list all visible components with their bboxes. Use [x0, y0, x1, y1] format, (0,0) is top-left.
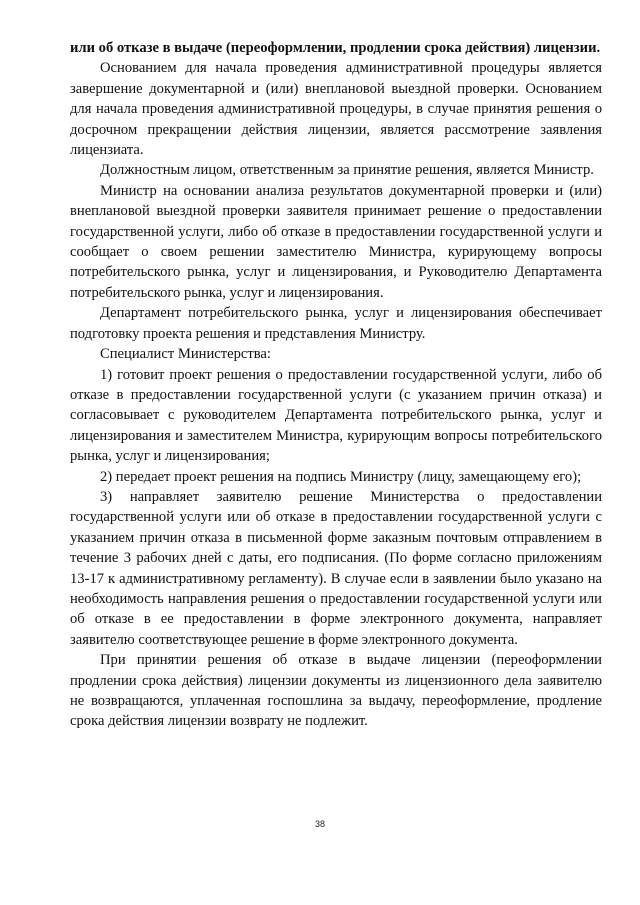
paragraph-minister-decision: Министр на основании анализа результатов документарной проверки и (или) внеплановой выездной проверки заявителя принимает решение о предоставлении государственной услуги, либо об отказе в предоставлении государственной услуги и сообщает о своем решении заместителю Министра, курирующему вопросы потребительского рынка, услуг и лицензирования, и Руководителю Департамента потребительского рынка, услуг и лицензирования.	[70, 182, 602, 301]
paragraph-refusal: При принятии решения об отказе в выдаче лицензии (переоформлении продлении срока действия) лицензии документы из лицензионного дела заявителю не возвращаются, уплаченная госпошлина за выдачу, переоформление, продление срока действия лицензии возврату не подлежит.	[70, 652, 602, 730]
paragraph-specialist: Специалист Министерства:	[100, 346, 271, 363]
list-item-1: 1) готовит проект решения о предоставлении государственной услуги, либо об отказе в предоставлении государственной услуги (с указанием причин отказа) и согласовывает с руководителем Департамента потребительского рынка, услуг и лицензирования и заместителем Министра, курирующим вопросы потребительского рынка, услуг и лицензирования;	[70, 366, 602, 465]
paragraph-department: Департамент потребительского рынка, услуг и лицензирования обеспечивает подготовку проекта решения и представления Министру.	[70, 305, 602, 342]
list-item-2: 2) передает проект решения на подпись Министру (лицу, замещающему его);	[100, 468, 582, 485]
paragraph-responsible-official: Должностным лицом, ответственным за принятие решения, является Министр.	[100, 162, 594, 179]
paragraph-basis: Основанием для начала проведения административной процедуры является завершение документарной и (или) внеплановой выездной проверки. Основанием для начала проведения административной процедуры, в случае принятия решения о досрочном прекращении действия лицензии, является рассмотрение заявления лицензиата.	[70, 60, 602, 159]
document-page	[70, 38, 602, 732]
list-item-3: 3) направляет заявителю решение Министерства о предоставлении государственной услуги или об отказе в предоставлении государственной услуги с указанием причин отказа в письменной форме заказным почтовым отправлением в течение 3 рабочих дней с даты, его подписания. (По форме согласно приложениям 13-17 к административному регламенту). В случае если в заявлении было указано на необходимость направления решения о предоставлении государственной услуги или об отказе в ее предоставлении в форме электронного документа, направляет заявителю соответствующее решение в форме электронного документа.	[70, 488, 602, 648]
heading-continuation: или об отказе в выдаче (переоформлении, продлении срока действия) лицензии.	[70, 40, 601, 56]
page-number: 38	[314, 819, 325, 829]
